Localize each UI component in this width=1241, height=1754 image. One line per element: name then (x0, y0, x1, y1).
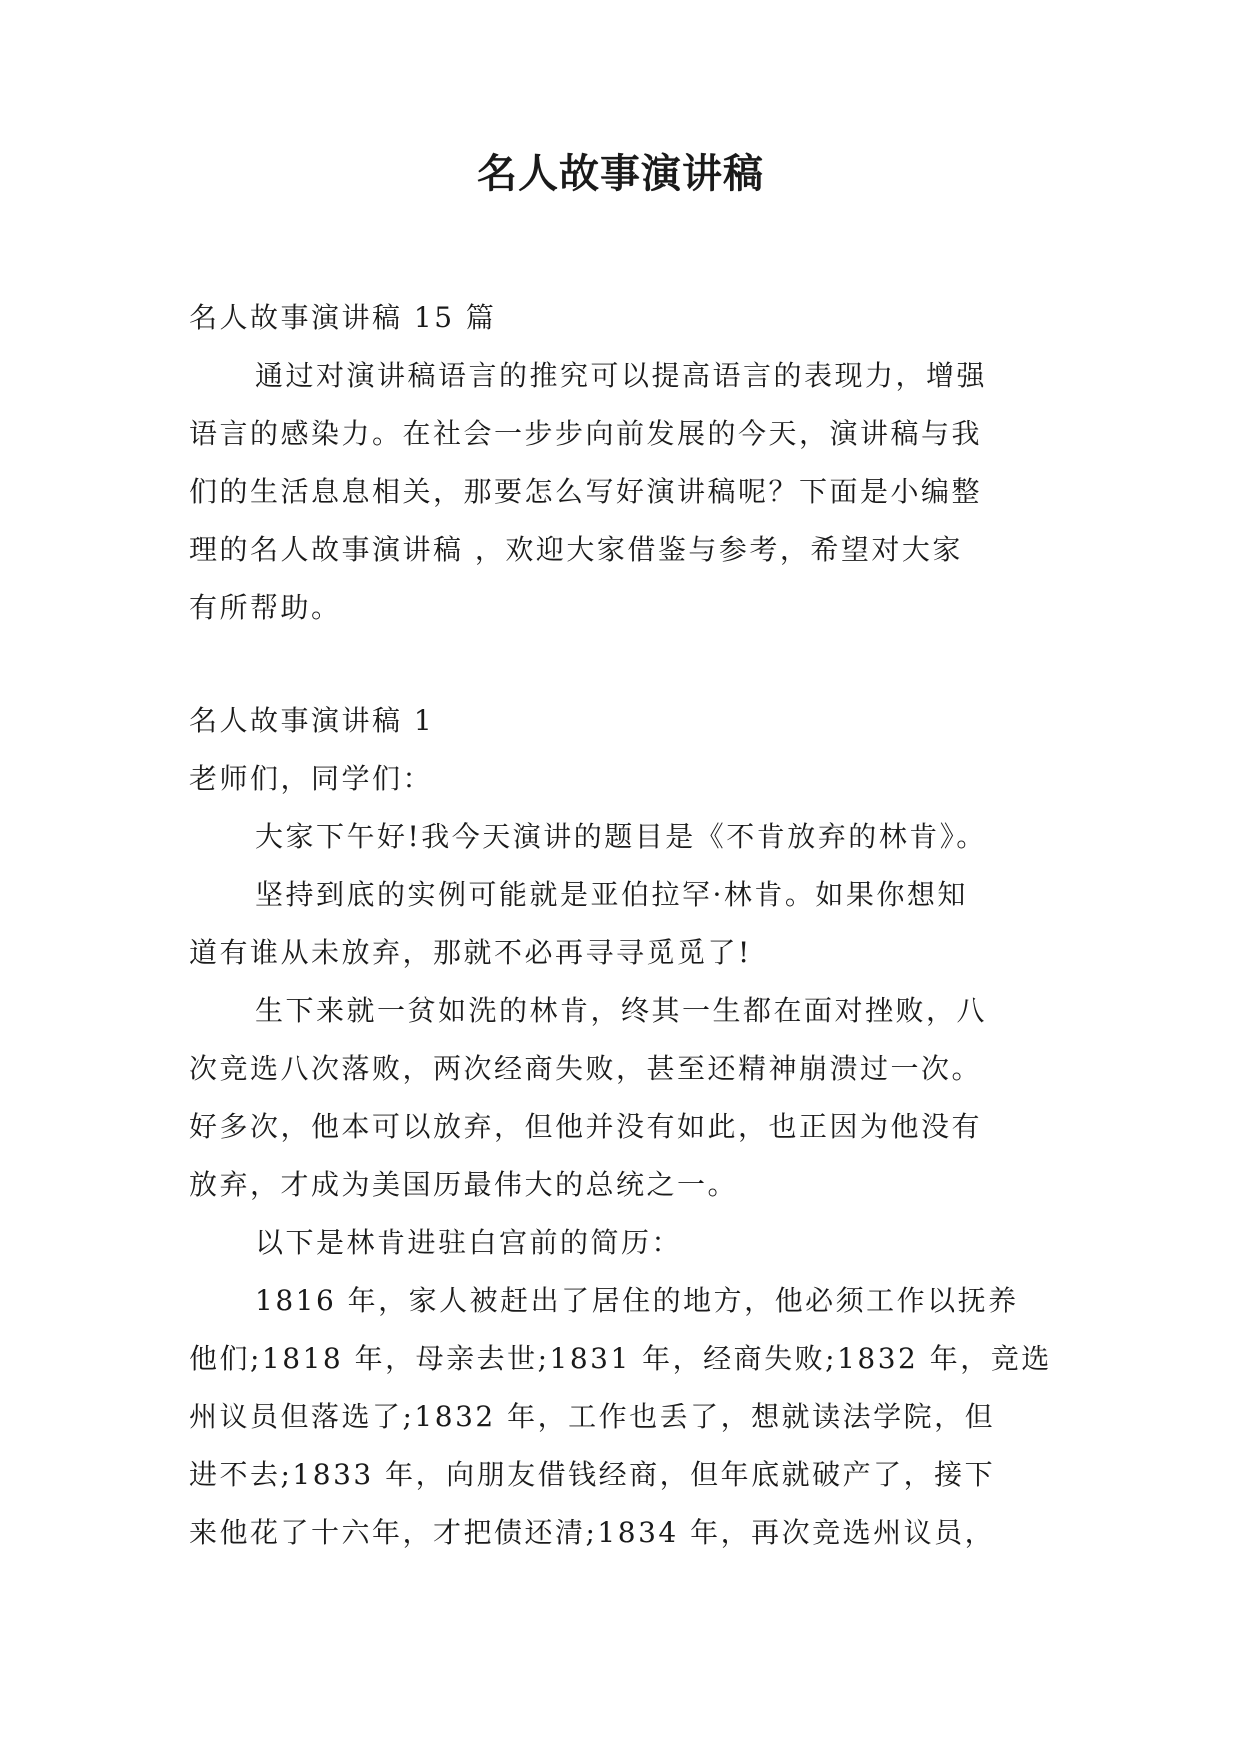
paragraph-line: 坚持到底的实例可能就是亚伯拉罕·林肯。如果你想知 (255, 878, 968, 911)
paragraph (189, 982, 1059, 1214)
intro-paragraph (189, 347, 1059, 637)
section-heading: 名人故事演讲稿 1 (189, 704, 435, 737)
document-body (189, 289, 1059, 1562)
intro-line: 通过对演讲稿语言的推究可以提高语言的表现力，增强 (255, 359, 988, 392)
intro-line: 有所帮助。 (189, 591, 342, 624)
paragraph-line: 次竞选八次落败，两次经商失败，甚至还精神崩溃过一次。 (189, 1052, 983, 1085)
paragraph-line: 1816 年，家人被赶出了居住的地方，他必须工作以抚养 (255, 1284, 1019, 1317)
paragraph (189, 1272, 1059, 1562)
paragraph-line: 进不去;1833 年，向朋友借钱经商，但年底就破产了，接下 (189, 1458, 996, 1491)
document-title: 名人故事演讲稿 (477, 151, 764, 197)
paragraph-line: 放弃，才成为美国历最伟大的总统之一。 (189, 1168, 739, 1201)
paragraph-line: 来他花了十六年，才把债还清;1834 年，再次竞选州议员， (189, 1516, 996, 1549)
section-spacer (189, 637, 1059, 692)
greeting-paragraph: 大家下午好!我今天演讲的题目是《不肯放弃的林肯》。 (255, 820, 987, 853)
paragraph-line: 生下来就一贫如洗的林肯，终其一生都在面对挫败，八 (255, 994, 988, 1027)
intro-line: 们的生活息息相关，那要怎么写好演讲稿呢？下面是小编整 (189, 475, 983, 508)
paragraph (189, 866, 1059, 982)
paragraph-line: 州议员但落选了;1832 年，工作也丢了，想就读法学院，但 (189, 1400, 996, 1433)
paragraph-line: 他们;1818 年，母亲去世;1831 年，经商失败;1832 年，竞选 (189, 1342, 1052, 1375)
intro-line: 理的名人故事演讲稿 ，欢迎大家借鉴与参考，希望对大家 (189, 533, 963, 566)
paragraph-line: 好多次，他本可以放弃，但他并没有如此，也正因为他没有 (189, 1110, 983, 1143)
paragraph-line: 道有谁从未放弃，那就不必再寻寻觅觅了! (189, 936, 752, 969)
salutation: 老师们，同学们： (189, 762, 434, 795)
paragraph-line: 以下是林肯进驻白宫前的简历： (255, 1226, 683, 1259)
intro-line: 语言的感染力。在社会一步步向前发展的今天，演讲稿与我 (189, 417, 983, 450)
document-subtitle: 名人故事演讲稿 15 篇 (189, 301, 497, 334)
